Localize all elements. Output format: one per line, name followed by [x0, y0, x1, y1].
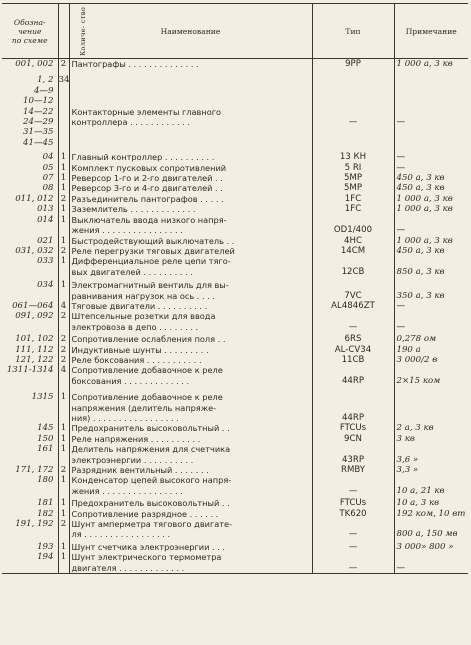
cell-note: 800 а, 150 мв — [394, 519, 468, 542]
cell-type: TK620 — [312, 509, 394, 519]
cell-name: Предохранитель высоковольтный . . — [69, 498, 312, 508]
cell-type: FTCUs — [312, 498, 394, 508]
cell-qty: 1 — [58, 423, 69, 433]
cell-type: 13 КН — [312, 152, 394, 162]
cell-note: 3,3 » — [394, 465, 468, 475]
table-row — [2, 365, 468, 392]
cell-type: 12CB — [312, 256, 394, 280]
cell-name: Выключатель ввода низкого напря- жения . . . . . . . . . . . . . . . . — [69, 215, 312, 236]
cell-qty: 1 — [58, 256, 69, 280]
cell-type: 5 RI — [312, 163, 394, 173]
table-row — [2, 423, 468, 433]
cell-type: 44RP — [312, 365, 394, 392]
cell-name: Главный контроллер . . . . . . . . . . — [69, 152, 312, 162]
cell-note: 1 000 а, 3 кв — [394, 59, 468, 76]
table-row — [2, 444, 468, 465]
table-row — [2, 163, 468, 173]
table-row — [2, 498, 468, 508]
cell-note: 3 000» 800 » — [394, 542, 468, 552]
cell-name: Сопротивление разрядное . . . . . . — [69, 509, 312, 519]
table-row — [2, 236, 468, 246]
table-header-row — [2, 4, 468, 59]
cell-note: 190 а — [394, 345, 468, 355]
table-row — [2, 434, 468, 444]
cell-code: 031, 032 — [15, 245, 54, 256]
cell-name: Шунт амперметра тягового двигате- ля . . . . . . . . . . . . . . . . . — [69, 519, 312, 542]
cell-note: 450 а, 3 кв — [394, 246, 468, 256]
cell-qty: 1 — [58, 498, 69, 508]
cell-qty: 1 — [58, 542, 69, 552]
cell-type: 9CN — [312, 434, 394, 444]
table-row — [2, 519, 468, 542]
cell-note: 10 а, 21 кв — [394, 475, 468, 498]
cell-name: Реле напряжения . . . . . . . . . . — [69, 434, 312, 444]
cell-name: Сопротивление ослабления поля . . — [69, 334, 312, 344]
cell-type: OD1/400 — [312, 215, 394, 236]
cell-code: 014 — [37, 214, 54, 225]
table-row — [2, 475, 468, 498]
equipment-table — [2, 3, 468, 574]
table-row — [2, 345, 468, 355]
cell-code: 171, 172 — [15, 465, 54, 476]
cell-type: — — [312, 75, 394, 152]
cell-type: 5MP — [312, 183, 394, 193]
cell-name: Заземлитель . . . . . . . . . . . . . — [69, 204, 312, 214]
cell-code: 121, 122 — [15, 354, 54, 365]
cell-code: 101, 102 — [15, 334, 54, 345]
cell-type: 14CM — [312, 246, 394, 256]
cell-name: Реле перегрузки тяговых двигателей — [69, 246, 312, 256]
table-row — [2, 542, 468, 552]
table-row — [2, 215, 468, 236]
cell-code: 08 — [42, 183, 54, 194]
cell-note: 1 000 а, 3 кв — [394, 236, 468, 246]
cell-code: 1, 2 4—9 10—12 14—22 24—29 31—35 41—45 — [23, 75, 54, 148]
cell-note: 450 а, 3 кв — [394, 173, 468, 183]
cell-name: Конденсатор цепей высокого напря- жения . . . . . . . . . . . . . . . . — [69, 475, 312, 498]
cell-name: Дифференциальное реле цепи тяго- вых двигателей . . . . . . . . . . — [69, 256, 312, 280]
table-row — [2, 301, 468, 311]
header-qty: Количе- ство — [58, 4, 69, 59]
cell-qty: 1 — [58, 163, 69, 173]
cell-code: 182 — [37, 508, 54, 519]
cell-type: 4HC — [312, 236, 394, 246]
cell-note: 2×15 ком — [394, 365, 468, 392]
table-row — [2, 204, 468, 214]
table-row — [2, 392, 468, 423]
cell-note: 1 000 а, 3 кв — [394, 194, 468, 204]
table-row — [2, 334, 468, 344]
cell-name: Сопротивление добавочное к реле боксования . . . . . . . . . . . . . — [69, 365, 312, 392]
table-row — [2, 355, 468, 365]
cell-type: 11CB — [312, 355, 394, 365]
header-note: Примечание — [394, 4, 468, 59]
cell-note: 2 а, 3 кв — [394, 423, 468, 433]
cell-qty: 34 — [58, 75, 69, 152]
cell-qty: 1 — [58, 444, 69, 465]
cell-note: — — [394, 552, 468, 573]
cell-name: Делитель напряжения для счетчика электроэнергии . . . . . . . . . . — [69, 444, 312, 465]
cell-note: 450 а, 3 кв — [394, 183, 468, 193]
cell-code: 013 — [37, 204, 54, 215]
cell-name: Пантографы . . . . . . . . . . . . . . — [69, 59, 312, 76]
cell-code: 194 — [2, 552, 58, 573]
cell-note: 850 а, 3 кв — [394, 256, 468, 280]
cell-type: 9PP — [312, 59, 394, 76]
cell-code: 180 — [37, 475, 54, 486]
cell-qty: 2 — [58, 355, 69, 365]
cell-code: 034 — [37, 280, 54, 291]
cell-type: — — [312, 519, 394, 542]
header-name: Наименование — [69, 4, 312, 59]
cell-code: 021 — [37, 235, 54, 246]
cell-code: 061—064 — [12, 300, 54, 311]
cell-code: 1315 — [31, 392, 54, 403]
cell-type: 43RP — [312, 444, 394, 465]
cell-type: 7VC — [312, 280, 394, 301]
table-row — [2, 173, 468, 183]
cell-type: — — [312, 552, 394, 573]
cell-name: Реле боксования . . . . . . . . . . . — [69, 355, 312, 365]
cell-type: AL-CV34 — [312, 345, 394, 355]
cell-code: 181 — [37, 498, 54, 509]
cell-code: 05 — [42, 162, 54, 173]
table-row — [2, 152, 468, 162]
table-row — [2, 75, 468, 152]
cell-note: — — [394, 163, 468, 173]
cell-name: Тяговые двигатели . . . . . . . . . . — [69, 301, 312, 311]
cell-qty: 1 — [58, 173, 69, 183]
cell-name: Предохранитель высоковольтный . . — [69, 423, 312, 433]
cell-name: Реверсор 3-го и 4-го двигателей . . — [69, 183, 312, 193]
table-row — [2, 183, 468, 193]
cell-code: 091, 092 — [15, 311, 54, 322]
cell-name: Реверсор 1-го и 2-го двигателей . . — [69, 173, 312, 183]
cell-note: — — [394, 152, 468, 162]
cell-note: 10 а, 3 кв — [394, 498, 468, 508]
cell-note: — — [394, 215, 468, 236]
cell-code: 145 — [37, 423, 54, 434]
cell-qty: 1 — [58, 392, 69, 423]
cell-qty: 2 — [58, 246, 69, 256]
cell-qty: 1 — [58, 215, 69, 236]
cell-name: Разъединитель пантографов . . . . . — [69, 194, 312, 204]
cell-code: 04 — [42, 152, 54, 163]
cell-name: Шунт счетчика электроэнергии . . . — [69, 542, 312, 552]
cell-code: 011, 012 — [15, 193, 54, 204]
cell-note: 0,278 ом — [394, 334, 468, 344]
cell-type: 5MP — [312, 173, 394, 183]
table-row — [2, 509, 468, 519]
cell-qty: 1 — [58, 434, 69, 444]
cell-type: 44RP — [312, 392, 394, 423]
table-row — [2, 256, 468, 280]
cell-qty: 1 — [58, 509, 69, 519]
cell-code: 191, 192 — [15, 519, 54, 530]
cell-qty: 1 — [58, 280, 69, 301]
table-row — [2, 246, 468, 256]
cell-qty: 4 — [58, 365, 69, 392]
cell-type: AL4846ZT — [312, 301, 394, 311]
table-row — [2, 311, 468, 334]
cell-note — [394, 392, 468, 423]
cell-qty: 2 — [58, 59, 69, 76]
cell-name: Сопротивление добавочное к реле напряжения (делитель напряже- ния) . . . . . . . . . . . . . . . . . — [69, 392, 312, 423]
cell-code: 07 — [42, 173, 54, 184]
cell-qty: 2 — [58, 194, 69, 204]
cell-type: — — [312, 311, 394, 334]
cell-qty: 1 — [58, 204, 69, 214]
cell-qty: 1 — [58, 152, 69, 162]
cell-code: 1311-1314 — [6, 365, 54, 376]
cell-qty: 2 — [58, 465, 69, 475]
cell-code: 161 — [37, 444, 54, 455]
cell-note: — — [394, 311, 468, 334]
cell-name: Штепсельные розетки для ввода электровоза в депо . . . . . . . . — [69, 311, 312, 334]
table-row — [2, 465, 468, 475]
cell-name: Быстродействующий выключатель . . — [69, 236, 312, 246]
cell-qty: 2 — [58, 519, 69, 542]
table-body — [2, 59, 468, 574]
cell-name: Контакторные элементы главного контроллера . . . . . . . . . . . . — [69, 75, 312, 152]
cell-qty: 1 — [58, 183, 69, 193]
cell-note: 192 ком, 10 вт — [394, 509, 468, 519]
cell-code: 150 — [37, 433, 54, 444]
cell-code: 111, 112 — [15, 344, 54, 355]
cell-note: 350 а, 3 кв — [394, 280, 468, 301]
cell-code: 001, 002 — [15, 59, 54, 69]
cell-name: Шунт электрического термометра двигателя . . . . . . . . . . . . . — [69, 552, 312, 573]
cell-type: 1FC — [312, 194, 394, 204]
table-row — [2, 194, 468, 204]
cell-type: — — [312, 542, 394, 552]
cell-type: RMBY — [312, 465, 394, 475]
cell-type: 1FC — [312, 204, 394, 214]
cell-qty: 1 — [58, 236, 69, 246]
table-row — [2, 552, 468, 573]
cell-qty: 4 — [58, 301, 69, 311]
cell-type: FTCUs — [312, 423, 394, 433]
header-code: Обозна- чение по схеме — [2, 4, 58, 59]
cell-type: — — [312, 475, 394, 498]
cell-note: — — [394, 75, 468, 152]
cell-code: 033 — [37, 256, 54, 267]
header-type: Тип — [312, 4, 394, 59]
cell-note: 3 кв — [394, 434, 468, 444]
cell-name: Комплект пусковых сопротивлений — [69, 163, 312, 173]
cell-qty: 1 — [58, 475, 69, 498]
cell-qty: 2 — [58, 311, 69, 334]
cell-qty: 2 — [58, 345, 69, 355]
cell-note: — — [394, 301, 468, 311]
cell-name: Электромагнитный вентиль для вы- равнивания нагрузок на ось . . . . — [69, 280, 312, 301]
cell-note: 3,6 » — [394, 444, 468, 465]
table-row — [2, 59, 468, 76]
cell-note: 3 000/2 в — [394, 355, 468, 365]
cell-note: 1 000 а, 3 кв — [394, 204, 468, 214]
cell-qty: 2 — [58, 334, 69, 344]
cell-name: Разрядник вентильный . . . . . . . — [69, 465, 312, 475]
cell-qty: 1 — [58, 552, 69, 573]
table-row — [2, 280, 468, 301]
cell-name: Индуктивные шунты . . . . . . . . . — [69, 345, 312, 355]
cell-code: 193 — [37, 541, 54, 552]
cell-type: 6RS — [312, 334, 394, 344]
